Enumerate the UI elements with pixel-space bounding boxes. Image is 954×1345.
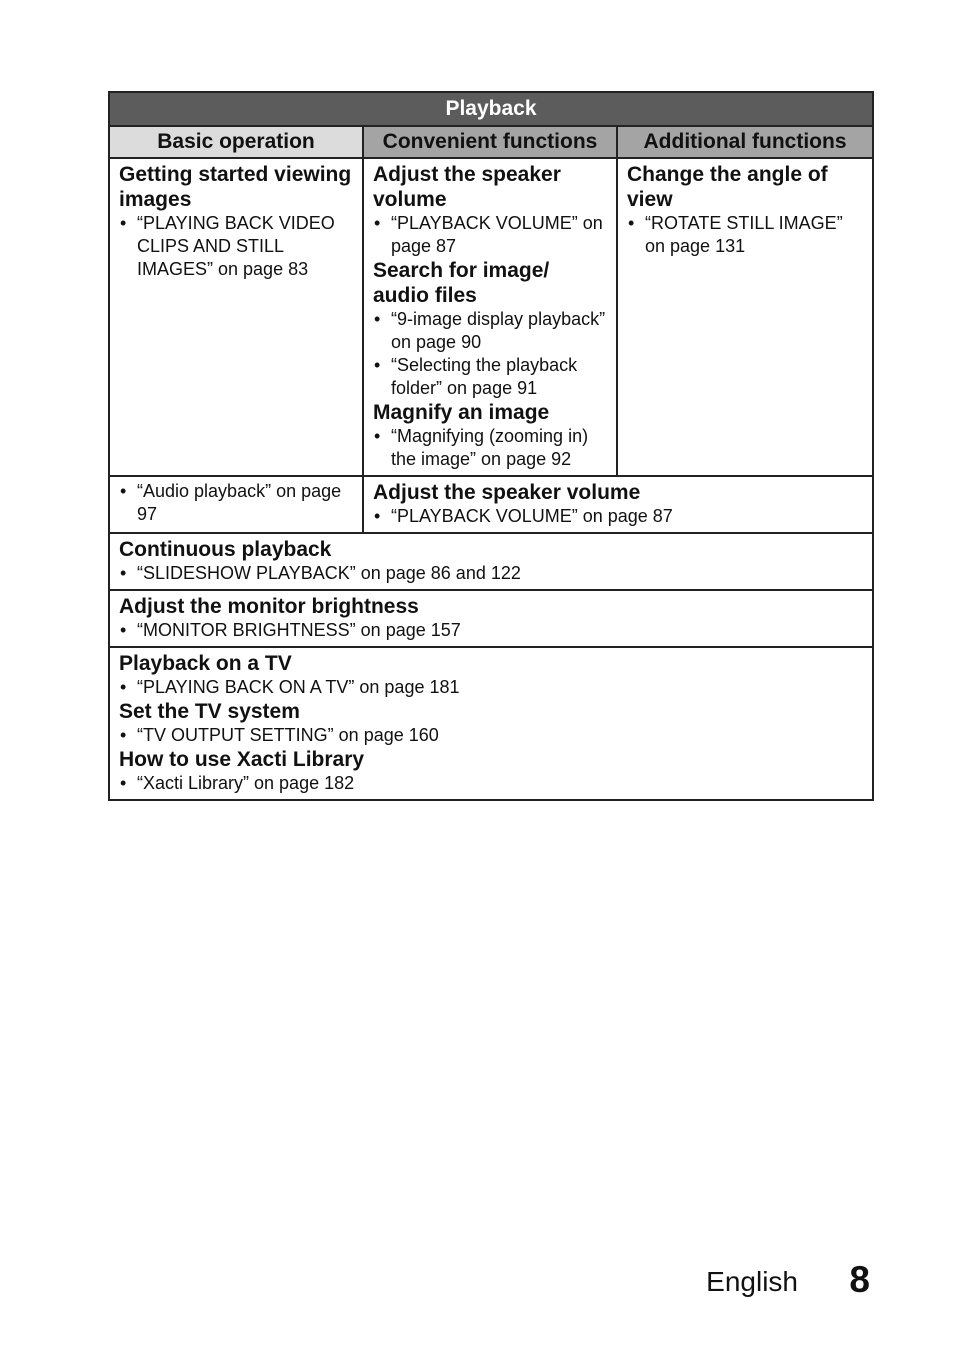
section-heading: Continuous playback <box>119 538 332 561</box>
column-header-basic: Basic operation <box>109 126 363 158</box>
reference-list <box>119 562 864 585</box>
reference-list <box>627 212 864 258</box>
monitor-brightness-cell <box>109 590 873 647</box>
tv-playback-cell <box>109 647 873 800</box>
additional-cell <box>617 158 873 476</box>
reference-list <box>119 676 864 699</box>
section-heading: Adjust the monitor brightness <box>119 595 419 618</box>
section-heading: Playback on a TV <box>119 652 292 675</box>
page-number: 8 <box>849 1259 870 1300</box>
section-heading: Change the angle of view <box>627 163 828 211</box>
reference-item: • “Selecting the playback folder” on page 91 <box>373 354 608 400</box>
reference-item: • “PLAYBACK VOLUME” on page 87 <box>373 212 608 258</box>
reference-item: • “SLIDESHOW PLAYBACK” on page 86 and 122 <box>119 562 864 585</box>
reference-item: • “PLAYING BACK ON A TV” on page 181 <box>119 676 864 699</box>
reference-list <box>373 308 608 400</box>
reference-item: • “Xacti Library” on page 182 <box>119 772 864 795</box>
reference-item: • “PLAYBACK VOLUME” on page 87 <box>373 505 864 528</box>
reference-item: • “MONITOR BRIGHTNESS” on page 157 <box>119 619 864 642</box>
reference-list <box>119 480 354 526</box>
section-heading: Search for image/ audio files <box>373 259 550 307</box>
section-heading: Magnify an image <box>373 401 550 424</box>
reference-list <box>373 505 864 528</box>
table-title: Playback <box>109 92 873 126</box>
playback-table <box>108 91 874 801</box>
reference-list <box>119 212 354 281</box>
reference-item: • “9-image display playback” on page 90 <box>373 308 608 354</box>
reference-item: • “PLAYING BACK VIDEO CLIPS AND STILL IMAGES” on page 83 <box>119 212 354 281</box>
reference-list <box>119 619 864 642</box>
column-header-convenient: Convenient functions <box>363 126 617 158</box>
section-heading: Getting started viewing images <box>119 163 352 211</box>
column-header-additional: Additional functions <box>617 126 873 158</box>
reference-list <box>119 772 864 795</box>
section-heading: How to use Xacti Library <box>119 748 365 771</box>
reference-list <box>373 212 608 258</box>
section-heading: Adjust the speaker volume <box>373 481 641 504</box>
footer-language: English <box>706 1266 798 1297</box>
section-heading: Adjust the speaker volume <box>373 163 561 211</box>
basic-audio-cell <box>109 476 363 533</box>
section-heading: Set the TV system <box>119 700 300 723</box>
basic-cell <box>109 158 363 476</box>
reference-item: • “TV OUTPUT SETTING” on page 160 <box>119 724 864 747</box>
reference-item: • “Magnifying (zooming in) the image” on page 92 <box>373 425 608 471</box>
reference-list <box>119 724 864 747</box>
reference-list <box>373 425 608 471</box>
audio-volume-cell <box>363 476 873 533</box>
continuous-playback-cell <box>109 533 873 590</box>
reference-item: • “ROTATE STILL IMAGE” on page 131 <box>627 212 864 258</box>
convenient-cell <box>363 158 617 476</box>
reference-item: • “Audio playback” on page 97 <box>119 480 354 526</box>
